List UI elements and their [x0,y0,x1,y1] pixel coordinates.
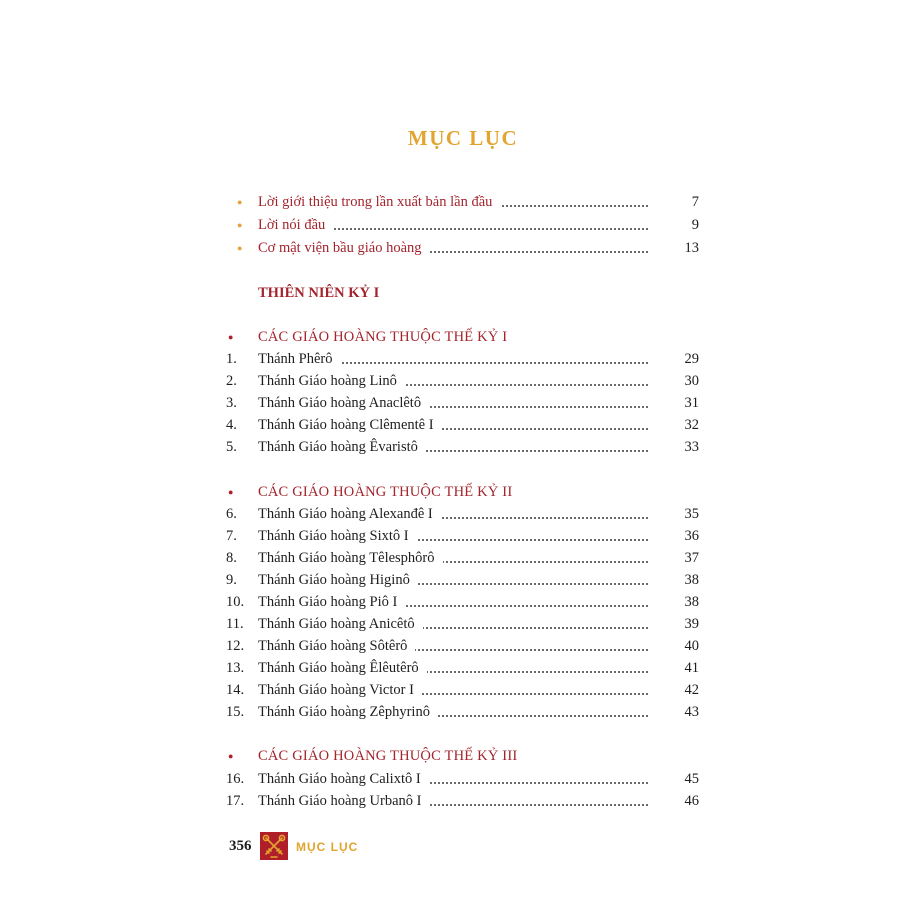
entry-page: 38 [684,572,699,588]
entry-label: Thánh Giáo hoàng Victor I [258,680,648,700]
toc-entry[interactable] [0,526,907,546]
section-heading-row [0,327,907,347]
entry-label: Thánh Giáo hoàng Zêphyrinô [258,702,648,722]
toc-entry-intro[interactable] [0,192,907,212]
entry-number: 9. [226,572,237,588]
entry-number: 13. [226,660,245,676]
entry-number: 10. [226,594,245,610]
section-heading: CÁC GIÁO HOÀNG THUỘC THẾ KỶ I [258,329,508,345]
entry-number: 12. [226,638,245,654]
entry-page: 39 [684,616,699,632]
bullet-icon: ● [228,487,234,497]
section-heading: CÁC GIÁO HOÀNG THUỘC THẾ KỶ II [258,484,513,500]
bullet-icon: ● [237,220,243,230]
entry-page: 46 [684,793,699,809]
entry-number: 14. [226,682,245,698]
entry-label: Thánh Giáo hoàng Higinô [258,570,648,590]
toc-entry[interactable] [0,614,907,634]
entry-label: Thánh Giáo hoàng Alexanđê I [258,504,648,524]
entry-label: Lời nói đầu [258,215,648,235]
entry-page: 33 [684,439,699,455]
bullet-icon: ● [237,197,243,207]
toc-entry[interactable] [0,371,907,391]
entry-number: 11. [226,616,244,632]
entry-label: Thánh Giáo hoàng Piô I [258,592,648,612]
toc-entry[interactable] [0,680,907,700]
entry-page: 32 [684,417,699,433]
entry-page: 29 [684,351,699,367]
entry-label: Thánh Giáo hoàng Clêmentê I [258,415,648,435]
bullet-icon: ● [228,751,234,761]
entry-number: 1. [226,351,237,367]
entry-number: 6. [226,506,237,522]
toc-entry-intro[interactable] [0,215,907,235]
entry-number: 2. [226,373,237,389]
toc-entry[interactable] [0,393,907,413]
toc-entry-intro[interactable] [0,238,907,258]
entry-page: 43 [684,704,699,720]
entry-number: 17. [226,793,245,809]
toc-entry[interactable] [0,437,907,457]
entry-page: 7 [691,194,699,210]
running-title: MỤC LỤC [296,840,359,854]
page-title: MỤC LỤC [407,126,519,150]
entry-page: 38 [684,594,699,610]
toc-entry[interactable] [0,592,907,612]
entry-label: Thánh Giáo hoàng Êlêutêrô [258,658,648,678]
toc-entry[interactable] [0,769,907,789]
entry-page: 31 [684,395,699,411]
toc-entry[interactable] [0,702,907,722]
bullet-icon: ● [237,243,243,253]
section-heading-row [0,746,907,766]
toc-entry[interactable] [0,636,907,656]
entry-number: 7. [226,528,237,544]
entry-label: Thánh Giáo hoàng Linô [258,371,648,391]
entry-label: Thánh Giáo hoàng Calixtô I [258,769,648,789]
entry-number: 5. [226,439,237,455]
entry-label: Thánh Giáo hoàng Sixtô I [258,526,648,546]
toc-entry[interactable] [0,791,907,811]
bullet-icon: ● [228,332,234,342]
entry-label: Thánh Giáo hoàng Têlesphôrô [258,548,648,568]
entry-label: Thánh Giáo hoàng Urbanô I [258,791,648,811]
toc-entry[interactable] [0,504,907,524]
entry-number: 8. [226,550,237,566]
toc-entry[interactable] [0,570,907,590]
entry-label: Thánh Giáo hoàng Anaclêtô [258,393,648,413]
part-heading: THIÊN NIÊN KỶ I [258,285,380,301]
entry-page: 9 [691,217,699,233]
entry-page: 13 [684,240,699,256]
entry-number: 3. [226,395,237,411]
entry-label: Thánh Giáo hoàng Sôtêrô [258,636,648,656]
entry-label: Lời giới thiệu trong lần xuất bản lần đầu [258,192,648,212]
toc-entry[interactable] [0,548,907,568]
entry-number: 16. [226,771,245,787]
entry-page: 36 [684,528,699,544]
entry-label: Thánh Giáo hoàng Anicêtô [258,614,648,634]
entry-label: Cơ mật viện bầu giáo hoàng [258,238,648,258]
entry-page: 37 [684,550,699,566]
toc-entry[interactable] [0,415,907,435]
section-heading: CÁC GIÁO HOÀNG THUỘC THẾ KỶ III [258,748,518,764]
entry-page: 40 [684,638,699,654]
entry-page: 42 [684,682,699,698]
entry-page: 30 [684,373,699,389]
entry-page: 35 [684,506,699,522]
entry-page: 41 [684,660,699,676]
entry-number: 4. [226,417,237,433]
entry-page: 45 [684,771,699,787]
crossed-keys-icon [260,832,288,860]
entry-label: Thánh Phêrô [258,349,648,369]
section-heading-row [0,482,907,502]
toc-entry[interactable] [0,658,907,678]
entry-number: 15. [226,704,245,720]
toc-entry[interactable] [0,349,907,369]
entry-label: Thánh Giáo hoàng Êvaristô [258,437,648,457]
page-number: 356 [229,838,252,854]
